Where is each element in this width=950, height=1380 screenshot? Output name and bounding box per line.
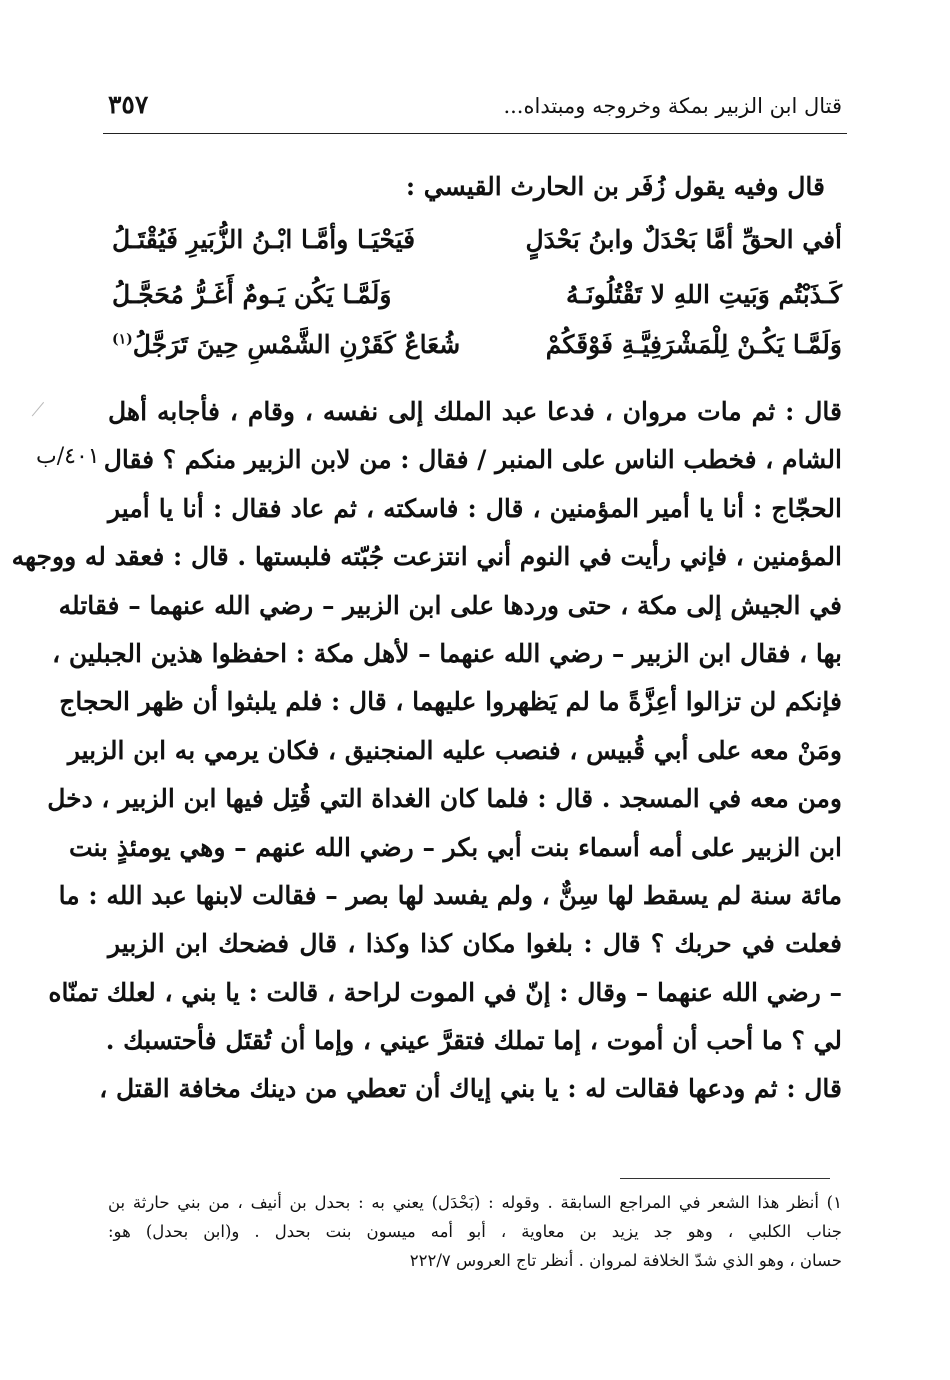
poem-intro: قال وفيه يقول زُفَر بن الحارث القيسي : — [405, 172, 825, 201]
footnote-line: جناب الكلبي ، وهو جد يزيد بن معاوية ، أبو أمه ميسون بنت بحدل . و(ابن بحدل) هو: — [108, 1222, 842, 1241]
verse-line — [112, 280, 842, 324]
body-line: الحجّاج : أنا يا أمير المؤمنين ، قال : فاسكته ، ثم عاد فقال : أنا يا أمير — [108, 493, 842, 523]
body-line: الشام ، فخطب الناس على المنبر / فقال : من لابن الزبير منكم ؟ فقال — [103, 445, 842, 475]
body-line: مائة سنة لم يسقط لها سِنٌّ ، ولم يفسد لها بصر – فقالت لابنها عبد الله : ما — [58, 880, 842, 910]
footnote-line: حسان ، وهو الذي شدّ الخلافة لمروان . أنظر تاج العروس ٢٢٢/٧ — [409, 1251, 842, 1270]
body-line: ومَنْ معه على أبي قُبيس ، فنصب عليه المنجنيق ، فكان يرمي به ابن الزبير — [67, 735, 842, 765]
running-header-title: قتال ابن الزبير بمكة وخروجه ومبتداه... — [503, 94, 842, 118]
verse-second-hemistich — [112, 330, 460, 359]
footnote-line: ١) أنظر هذا الشعر في المراجع السابقة . وقوله : (بَحْدَل) يعني به : بحدل بن أنيف ، من بني حارثة بن — [108, 1193, 842, 1212]
footnote-divider — [620, 1178, 830, 1179]
body-line: فعلت في حربك ؟ قال : بلغوا مكان كذا وكذا ، قال فضحك ابن الزبير — [108, 929, 842, 959]
body-line: قال : ثم ودعها فقالت له : يا بني إياك أن تعطي من دينك مخافة القتل ، — [99, 1074, 842, 1104]
footnote-marker: (١) — [112, 331, 133, 348]
body-line: لي ؟ ما أحب أن أموت ، إما تملك فتقرَّ عيني ، وإما أن تُقتَل فأحتسبك . — [105, 1026, 842, 1056]
verse-second-hemistich: فَيَحْيَـا وأمَّـا ابْـنُ الزُّبَيرِ فَيُقْتَـلُ — [112, 225, 416, 254]
body-line: في الجيش إلى مكة ، حتى وردها على ابن الزبير – رضي الله عنهما – فقاتله — [58, 590, 842, 620]
body-line: ابن الزبير على أمه أسماء بنت أبي بكر – رضي الله عنهم – وهي يومئذٍ بنت — [68, 832, 842, 862]
footnotes — [108, 1188, 842, 1275]
verse-second-hemistich-text: شُعَاعٌ كَقَرْنِ الشَّمْسِ حِينَ تَرَجَّلُ — [132, 330, 461, 359]
body-line: بها ، فقال ابن الزبير – رضي الله عنهما – لأهل مكة : احفظوا هذين الجبلين ، — [52, 638, 842, 668]
body-line: ومن معه في المسجد . قال : فلما كان الغداة التي قُتِل فيها ابن الزبير ، دخل — [47, 784, 842, 814]
header-divider — [103, 133, 847, 134]
page-number: ٣٥٧ — [108, 90, 149, 119]
manuscript-folio-reference: ٤٠١/ب — [36, 444, 100, 469]
verse-second-hemistich: وَلَمَّـا يَكُن يَـومٌ أَغَـرُّ مُحَجَّـلُ — [112, 280, 392, 309]
body-line: قال : ثم مات مروان ، فدعا عبد الملك إلى نفسه ، وقام ، فأجابه أهل — [108, 397, 842, 426]
margin-tick — [32, 402, 54, 424]
verse-first-hemistich: كَـذَبْتُم وَبَيتِ اللهِ لا تَقْتُلُونَـهُ — [566, 280, 842, 309]
body-line: المؤمنين ، فإني رأيت في النوم أني انتزعت جُبّته فلبستها . قال : فعقد له ووجهه — [11, 542, 842, 572]
verse-first-hemistich: أفي الحقِّ أمَّا بَحْدَلٌ وابنُ بَحْدَلٍ — [525, 225, 842, 254]
body-line: – رضي الله عنهما – وقال : إنّ في الموت لراحة ، قالت : يا بني ، لعلك تمنّاه — [48, 977, 842, 1007]
verse-line — [112, 225, 842, 269]
body-line: فإنكم لن تزالوا أعِزَّةً ما لم يَظهروا عليهما ، قال : فلم يلبثوا أن ظهر الحجاج — [59, 687, 842, 717]
verse-first-hemistich: وَلَمَّـا يَكُـنْ لِلْمَشْرَفِيَّـةِ فَوْقَكُمْ — [545, 330, 842, 359]
verse-line — [112, 330, 842, 374]
